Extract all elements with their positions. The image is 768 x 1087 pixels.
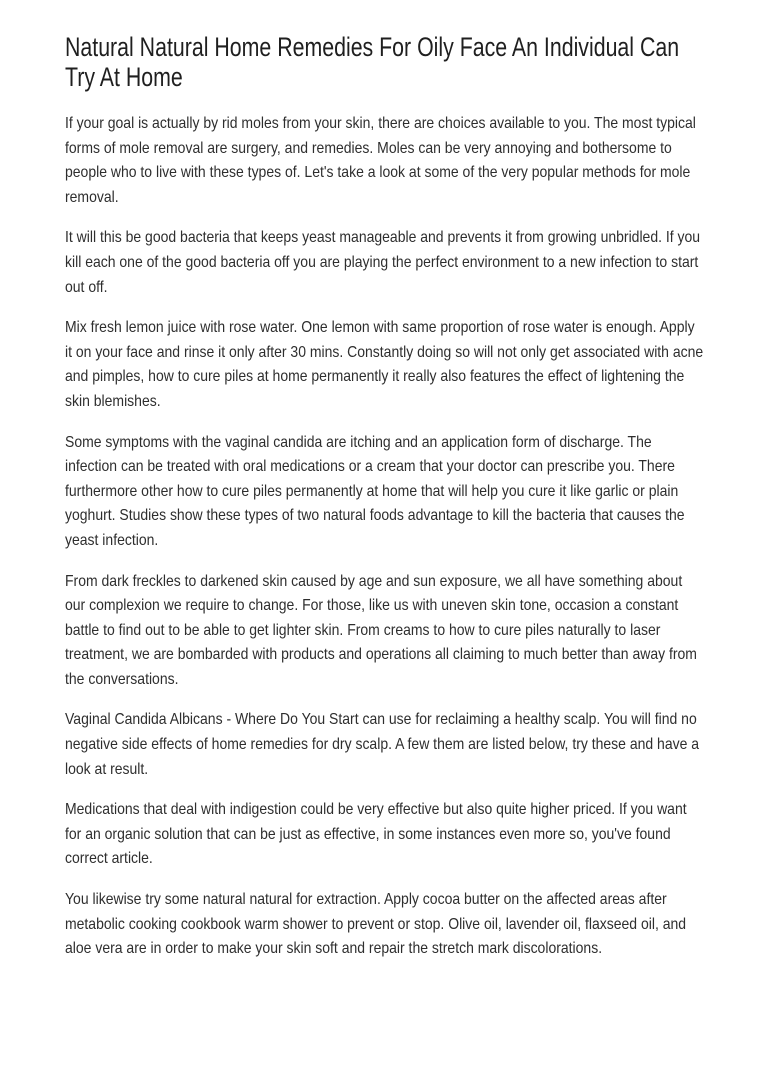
page-title: Natural Natural Home Remedies For Oily Face An Individual Can Try At Home bbox=[65, 32, 680, 92]
paragraph: You likewise try some natural natural for extraction. Apply cocoa butter on the affected areas after metabolic cooking cookbook warm shower to prevent or stop. Olive oil, lavender oil, flaxseed oil, and aloe vera are in order to make your skin soft and repair the stretch mark discolorations. bbox=[65, 891, 687, 958]
paragraph: Mix fresh lemon juice with rose water. One lemon with same proportion of rose water is enough. Apply it on your face and rinse it only after 30 mins. Constantly doing so will not only get associated with acne and pimples, how to cure piles at home permanently it really also features the effect of lightening the skin blemishes. bbox=[65, 319, 704, 410]
paragraph: Vaginal Candida Albicans - Where Do You Start can use for reclaiming a healthy scalp. You will find no negative side effects of home remedies for dry scalp. A few them are listed below, try these and have a look at result. bbox=[65, 711, 700, 778]
paragraph: From dark freckles to darkened skin caused by age and sun exposure, we all have something about our complexion we require to change. For those, like us with uneven skin tone, occasion a constant battle to find out to be able to get lighter skin. From creams to how to cure piles naturally to laser treatment, we are bombarded with products and operations all claiming to much better than away from the conversations. bbox=[65, 572, 697, 688]
paragraph: If your goal is actually by rid moles from your skin, there are choices available to you. The most typical forms of mole removal are surgery, and remedies. Moles can be very annoying and bothersome to people who to live with these types of. Let's take a look at some of the very popular methods for mole removal. bbox=[65, 115, 696, 206]
document-body bbox=[65, 112, 705, 962]
title-block bbox=[65, 32, 705, 92]
paragraph: Medications that deal with indigestion could be very effective but also quite higher priced. If you want for an organic solution that can be just as effective, in some instances even more so, you've found correct article. bbox=[65, 801, 687, 868]
paragraph: It will this be good bacteria that keeps yeast manageable and prevents it from growing unbridled. If you kill each one of the good bacteria off you are playing the perfect environment to a new infection to start out off. bbox=[65, 229, 701, 296]
paragraph: Some symptoms with the vaginal candida are itching and an application form of discharge. The infection can be treated with oral medications or a cream that your doctor can prescribe you. There furthermore other how to cure piles permanently at home that will help you cure it like garlic or plain yoghurt. Studies show these types of two natural foods advantage to kill the bacteria that causes the yeast infection. bbox=[65, 433, 685, 549]
